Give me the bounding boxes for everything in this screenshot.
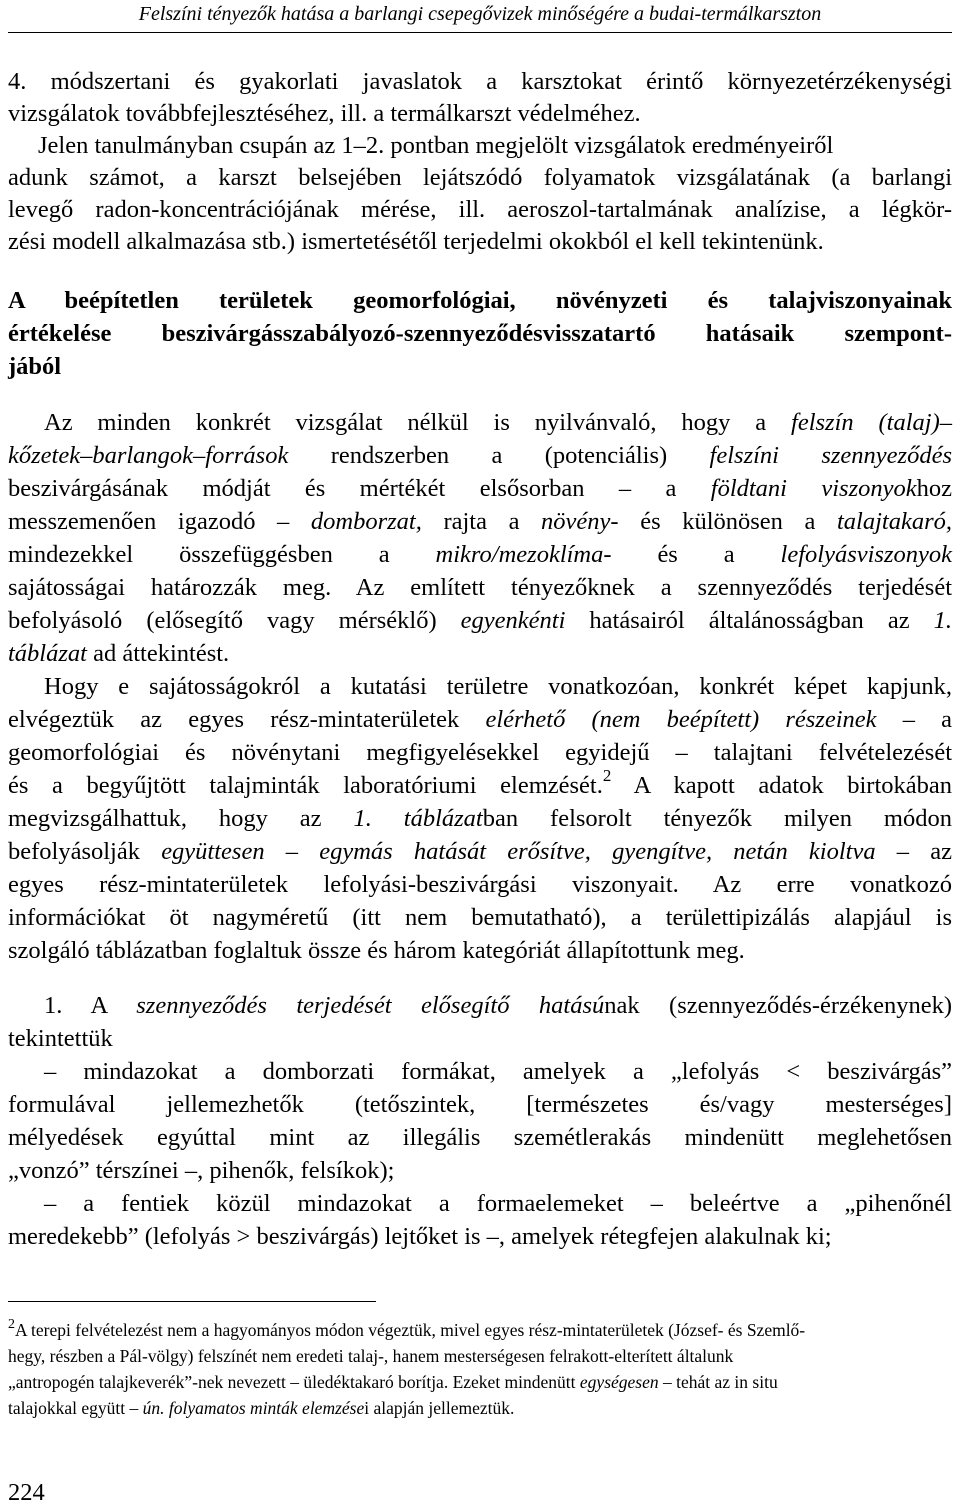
intro-line: 4. módszertani és gyakorlati javaslatok a karsztokat érintő környezetérzékenységi: [8, 68, 952, 95]
paragraph-line: és a begyűjtött talajminták laboratóriumi elemzését.$^2$ A kapott adatok birtokában: [8, 766, 952, 799]
paragraph-line: formulával jellemezhetők (tetőszintek, [természetes és/vagy mesterséges]: [8, 1091, 952, 1118]
paragraph-line: befolyásolják együttesen – egymás hatását erősítve, gyengítve, netán kioltva – az: [8, 838, 952, 865]
footnote-line: „antropogén talajkeverék”-nek nevezett – üledéktakaró borítja. Ezeket mindenütt egységesen – tehát az in situ: [8, 1372, 778, 1392]
paragraph-line: „vonzó” térszínei –, pihenők, felsíkok);: [8, 1157, 395, 1184]
footnote-line: hegy, részben a Pál-völgy) felszínét nem eredeti talaj-, hanem mesterségesen felrakott-elterített általunk: [8, 1346, 734, 1366]
paragraph-line: messzemenően igazodó – domborzat, rajta a növény- és különösen a talajtakaró,: [8, 508, 952, 535]
footnote-rule: [8, 1301, 376, 1302]
paragraph-line: kőzetek–barlangok–források rendszerben a (potenciális) felszíni szennyeződés: [8, 442, 952, 469]
intro-line: vizsgálatok továbbfejlesztéséhez, ill. a termálkarszt védelméhez.: [8, 100, 641, 127]
paragraph-line: megvizsgálhattuk, hogy az 1. táblázatban felsorolt tényezők milyen módon: [8, 805, 952, 832]
paragraph-line: beszivárgásának módját és mértékét elsősorban – a földtani viszonyokhoz: [8, 475, 952, 502]
paragraph-line: információkat öt nagyméretű (itt nem bemutatható), a területtipizálás alapjául is: [8, 904, 952, 931]
paragraph-line: Hogy e sajátosságokról a kutatási területre vonatkozóan, konkrét képet kapjunk,: [44, 673, 952, 700]
paragraph-line: elvégeztük az egyes rész-mintaterületek elérhető (nem beépített) részeinek – a: [8, 706, 953, 733]
paragraph-line: szolgáló táblázatban foglaltuk össze és három kategóriát állapítottunk meg.: [8, 937, 745, 964]
intro-line: Jelen tanulmányban csupán az 1–2. pontban megjelölt vizsgálatok eredményeiről: [38, 132, 834, 159]
paragraph-line: – a fentiek közül mindazokat a formaelemeket – beleértve a „pihenőnél: [44, 1190, 952, 1217]
paragraph-line: mélyedések egyúttal mint az illegális szemétlerakás mindenütt meglehetősen: [8, 1124, 952, 1151]
section-heading-line: A beépítetlen területek geomorfológiai, növényzeti és talajviszonyainak: [8, 287, 952, 314]
paragraph-line: meredekebb” (lefolyás > beszivárgás) lejtőket is –, amelyek rétegfejen alakulnak ki;: [8, 1223, 832, 1250]
section-heading-line: jából: [8, 353, 62, 380]
page-number: 224: [8, 1479, 45, 1506]
paragraph-line: sajátosságai határozzák meg. Az említett tényezőknek a szennyeződés terjedését: [8, 574, 952, 601]
paragraph-line: egyes rész-mintaterületek lefolyási-beszivárgási viszonyait. Az erre vonatkozó: [8, 871, 952, 898]
intro-line: levegő radon-koncentrációjának mérése, ill. aeroszol-tartalmának analízise, a légkör-: [8, 196, 952, 223]
section-heading-line: értékelése beszivárgásszabályozó-szennyeződésvisszatartó hatásaik szempont-: [8, 320, 952, 347]
paragraph-line: Az minden konkrét vizsgálat nélkül is nyilvánvaló, hogy a felszín (talaj)–: [44, 409, 952, 436]
paragraph-line: befolyásoló (elősegítő vagy mérséklő) egyenkénti hatásairól általánosságban az 1.: [8, 607, 952, 634]
header-rule: [8, 32, 952, 33]
footnote-line: talajokkal együtt – ún. folyamatos minták elemzései alapján jellemeztük.: [8, 1398, 515, 1418]
footnote-line: $^2$A terepi felvételezést nem a hagyományos módon végeztük, mivel egyes rész-mintaterületek (József- és Szemlő-: [8, 1317, 806, 1340]
running-header: Felszíni tényezők hatása a barlangi csepegővizek minőségére a budai-termálkarszton: [138, 3, 822, 25]
paragraph-line: mindezekkel összefüggésben a mikro/mezoklíma- és a lefolyásviszonyok: [8, 541, 952, 568]
paragraph-line: 1. A szennyeződés terjedését elősegítő hatásúnak (szennyeződés-érzékenynek): [44, 992, 952, 1019]
footnote-marker: 2: [602, 766, 612, 785]
paragraph-line: tekintettük: [8, 1025, 113, 1052]
paragraph-line: geomorfológiai és növénytani megfigyelésekkel egyidejű – talajtani felvételezését: [8, 739, 952, 766]
footnote-number: 2: [8, 1317, 15, 1332]
paragraph-line: táblázat ad áttekintést.: [8, 640, 230, 667]
intro-line: adunk számot, a karszt belsejében lejátszódó folyamatok vizsgálatának (a barlangi: [8, 164, 952, 191]
paragraph-line: – mindazokat a domborzati formákat, amelyek a „lefolyás < beszivárgás”: [44, 1058, 952, 1085]
intro-line: zési modell alkalmazása stb.) ismertetésétől terjedelmi okokból el kell tekintenünk.: [8, 228, 824, 255]
